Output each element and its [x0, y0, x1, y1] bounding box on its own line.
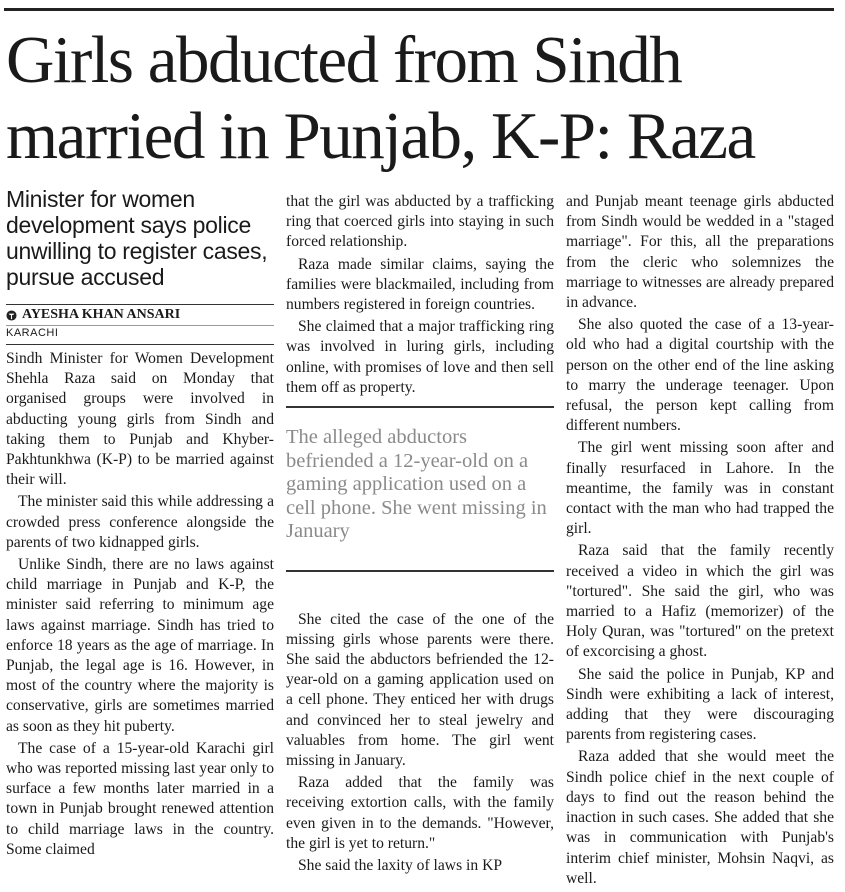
top-rule: [4, 8, 834, 11]
paragraph: She claimed that a major trafficking ring was involved in luring girls, including online, with promises of love and then sell them off as property.: [286, 318, 554, 396]
paragraph: Raza said that the family recently received a video in which the girl was "tortured". She said the girl, who was married to a Hafiz (memorizer) of the Holy Quran, was "tortured" on the pretext of excorcising a ghost.: [566, 542, 834, 661]
paragraph: She also quoted the case of a 13-year-old who had a digital courtship with the person on the other end of the line asking to marry the underage teenager. Upon refusal, the person kept calling from different numbers.: [566, 316, 834, 435]
headline: [6, 22, 838, 174]
paragraph: The minister said this while addressing a crowded press conference alongside the parents of two kidnapped girls.: [6, 493, 274, 551]
subheadline: Minister for women development says police unwilling to register cases, pursue accused: [6, 186, 268, 290]
paragraph: that the girl was abducted by a trafficking ring that coerced girls into staying in such forced relationship.: [286, 193, 554, 251]
spacer: [286, 572, 554, 610]
dateline: KARACHI: [6, 327, 59, 339]
paragraph: She said the police in Punjab, KP and Sindh were exhibiting a lack of interest, adding that they were discouraging parents from registering cases.: [566, 665, 834, 744]
paragraph: Unlike Sindh, there are no laws against child marriage in Punjab and K-P, the minister said referring to minimum age laws against marriage. Sindh has tried to enforce 18 years as the age of marriage. In Punjab, the legal age is 16. However, in most of the country where the majority is conservative, girls are sometimes married as soon as they hit puberty.: [6, 556, 274, 735]
byline: [6, 305, 274, 325]
paragraph: She cited the case of the one of the missing girls whose parents were there. She said the abductors befriended the 12-year-old on a gaming application used on a cell phone. They enticed her with drugs and convinced her to steal jewelry and valuables from home. The girl went missing in January.: [286, 610, 554, 769]
paragraph: and Punjab meant teenage girls abducted from Sindh would be wedded in a "staged marriage". For this, all the preparations from the cleric who solemnizes the marriage to witnesses are already prepared in advance.: [566, 193, 834, 312]
pen-icon: [6, 310, 17, 321]
pull-quote: The alleged abductors befriended a 12-year-old on a gaming application used on a cell phone. She went missing in January: [286, 426, 547, 543]
paragraph: Raza made similar claims, saying the families were blackmailed, including from numbers registered in foreign countries.: [286, 255, 554, 314]
paragraph: She said the laxity of laws in KP: [298, 856, 502, 874]
column-1: [6, 186, 274, 862]
dateline-rule: [6, 344, 274, 345]
pull-quote-box: [286, 406, 554, 572]
paragraph: Raza added that she would meet the Sindh police chief in the next couple of days to find out the reason behind the inaction in such cases. She added that she was in communication with Punjab's interim chief minister, Mohsin Naqvi, as well.: [566, 748, 834, 887]
paragraph: The girl went missing soon after and finally resurfaced in Lahore. In the meantime, the family was in constant contact with the man who had trapped the girl.: [566, 439, 834, 538]
column-2: [286, 192, 554, 878]
column-3: [566, 192, 834, 891]
paragraph: Sindh Minister for Women Development Shehla Raza said on Monday that organised groups were involved in abducting young girls from Sindh and taking them to Punjab and Khyber-Pakhtunkhwa (K-P) to be married against their will.: [6, 350, 274, 489]
headline-line-2: married in Punjab, K-P: Raza: [6, 99, 755, 173]
author-name: AYESHA KHAN ANSARI: [22, 307, 181, 322]
headline-line-1: Girls abducted from Sindh: [6, 23, 682, 97]
paragraph: Raza added that the family was receiving extortion calls, with the family even given in to the demands. "However, the girl is yet to return.": [286, 774, 554, 852]
paragraph: The case of a 15-year-old Karachi girl who was reported missing last year only to surface a few months later married in a town in Punjab brought renewed attention to child marriage laws in the country. Some claimed: [6, 739, 274, 858]
